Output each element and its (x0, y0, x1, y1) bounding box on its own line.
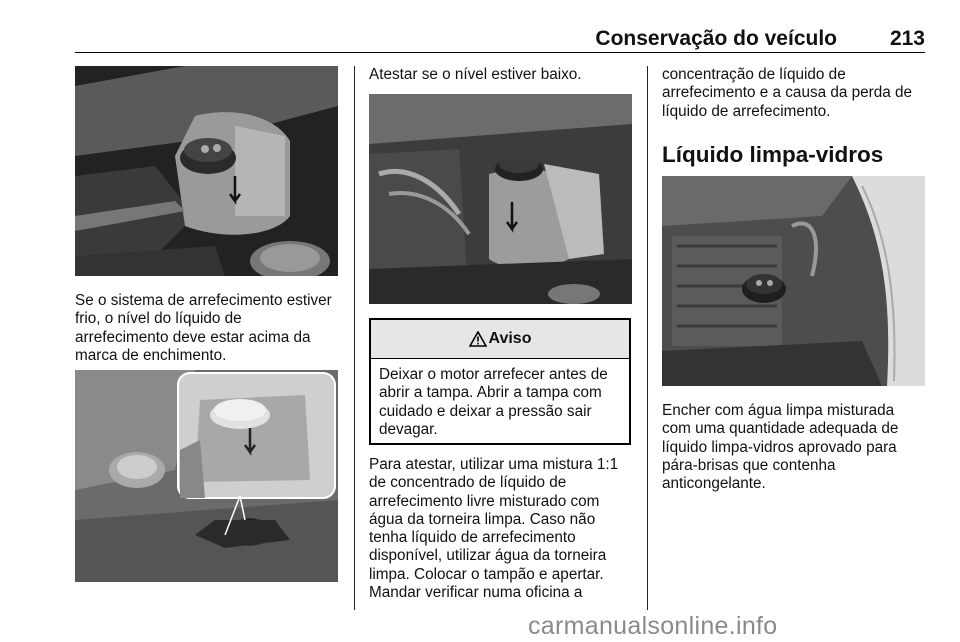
paragraph-line: arrefecimento deve estar acima da (75, 328, 311, 346)
paragraph-line: concentração de líquido de (662, 66, 846, 83)
paragraph-line: líquido de arrefecimento. (662, 102, 831, 120)
coolant-cap-detail-photo (75, 370, 338, 582)
washer-fluid-paragraph (662, 402, 898, 493)
page-number: 213 (889, 27, 925, 50)
paragraph-line: pára-brisas que contenha (662, 456, 836, 474)
warning-triangle-icon (469, 331, 487, 347)
watermark: carmanualsonline.info (528, 612, 778, 640)
paragraph-line: frio, o nível do líquido de (75, 310, 242, 328)
paragraph-line: líquido limpa-vidros aprovado para (662, 438, 897, 456)
paragraph-line: com uma quantidade adequada de (662, 420, 899, 438)
coolant-reservoir-photo (75, 66, 338, 276)
warning-line: devagar. (379, 420, 438, 438)
reservoir-top-up-photo (369, 94, 632, 304)
continued-paragraph (662, 66, 912, 121)
top-up-instruction (369, 66, 582, 84)
coolant-level-paragraph (75, 292, 332, 365)
paragraph-line: marca de enchimento. (75, 346, 227, 364)
paragraph-line: arrefecimento livre misturado com (369, 492, 600, 510)
paragraph-line: Se o sistema de arrefecimento estiver (75, 292, 332, 309)
washer-fluid-photo (662, 176, 925, 386)
warning-title: Aviso (488, 330, 532, 347)
paragraph-line: arrefecimento e a causa da perda de (662, 84, 913, 102)
warning-line: cuidado e deixar a pressão sair (379, 402, 592, 420)
paragraph-line: de concentrado de líquido de (369, 474, 567, 492)
paragraph-line: Para atestar, utilizar uma mistura 1:1 (369, 456, 619, 473)
section-title: Conservação do veículo (595, 27, 837, 50)
paragraph-line: limpa. Colocar o tampão e apertar. (369, 565, 604, 583)
column-divider-2 (647, 66, 648, 610)
washer-fluid-heading: Líquido limpa-vidros (662, 142, 884, 167)
warning-header (371, 320, 629, 359)
paragraph-line: disponível, utilizar água da torneira (369, 547, 607, 565)
warning-text (379, 366, 608, 439)
warning-box (369, 318, 631, 445)
page-header (75, 26, 925, 53)
paragraph-line: tenha líquido de arrefecimento (369, 529, 576, 547)
column-divider-1 (354, 66, 355, 610)
paragraph-line: anticongelante. (662, 475, 766, 493)
paragraph-line: Mandar verificar numa oficina a (369, 584, 583, 602)
paragraph-line: Atestar se o nível estiver baixo. (369, 66, 582, 83)
warning-line: Deixar o motor arrefecer antes de (379, 366, 608, 383)
top-up-paragraph (369, 456, 618, 602)
warning-line: abrir a tampa. Abrir a tampa com (379, 384, 602, 402)
paragraph-line: Encher com água limpa misturada (662, 402, 895, 419)
paragraph-line: água da torneira limpa. Caso não (369, 510, 596, 528)
